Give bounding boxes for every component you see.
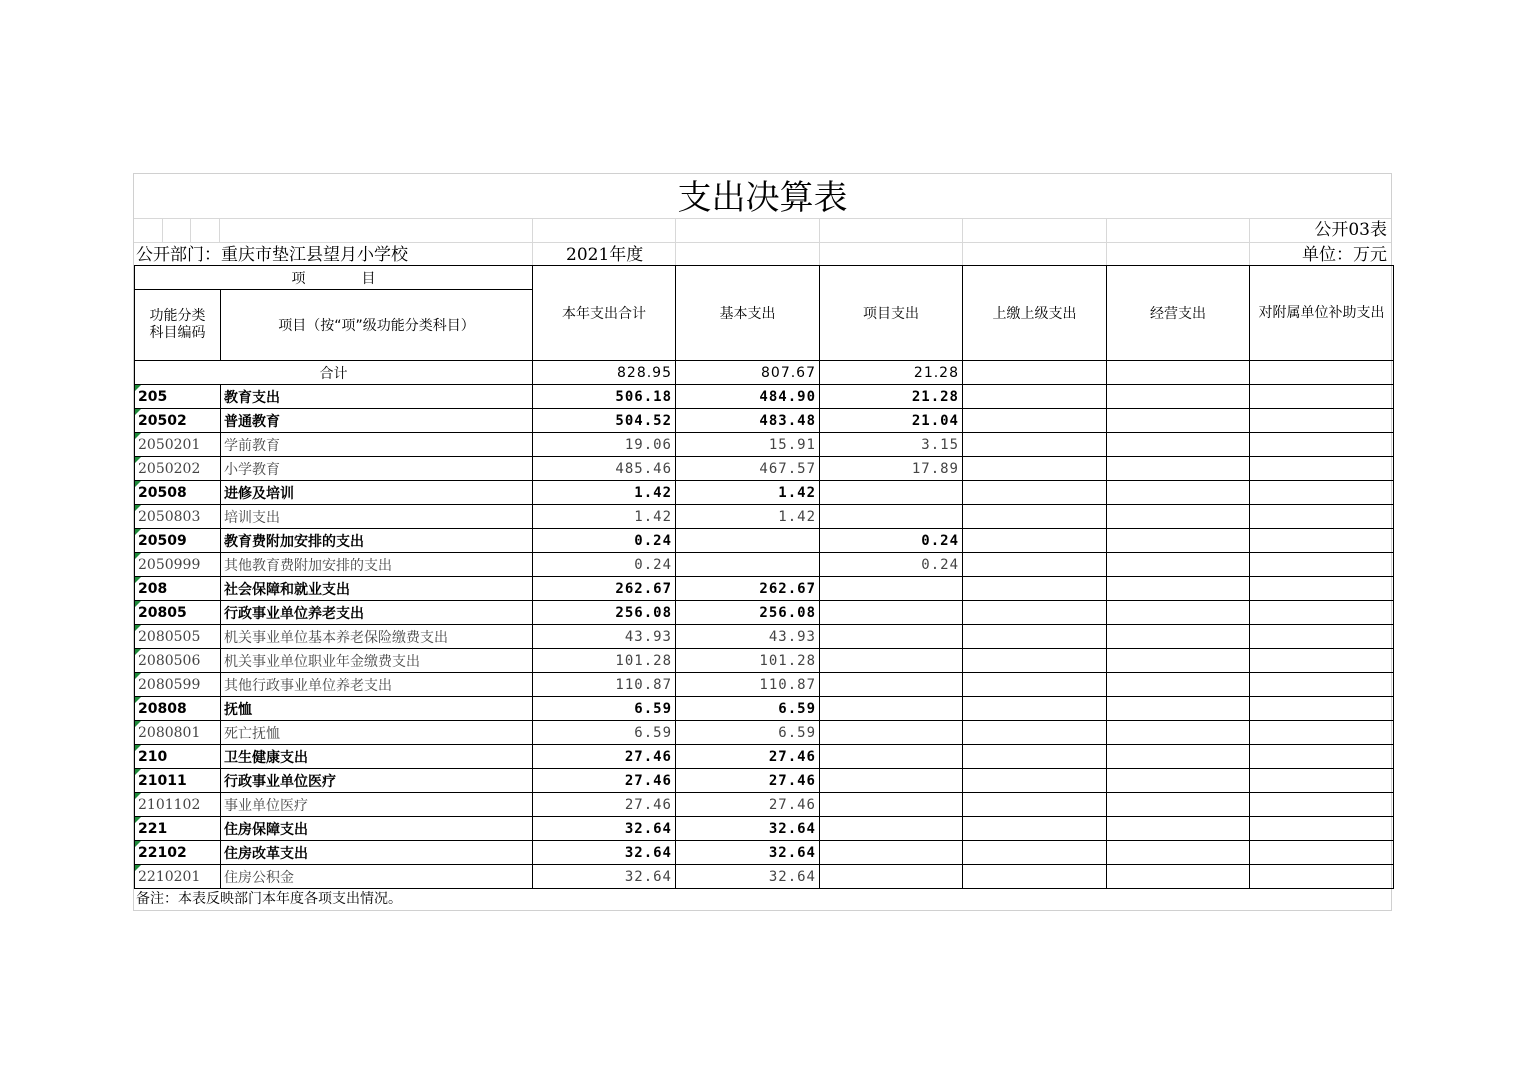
row-name: 其他教育费附加安排的支出: [221, 553, 533, 577]
form-number: 公开03表: [1314, 220, 1387, 240]
footnote: 备注：本表反映部门本年度各项支出情况。: [136, 891, 402, 907]
row-basic: 6.59: [676, 721, 820, 745]
total-business: [1107, 361, 1250, 385]
row-total: 1.42: [533, 505, 676, 529]
table-row: [135, 673, 1394, 697]
header-name: 项目（按“项”级功能分类科目）: [221, 290, 533, 361]
total-subsidiary: [1250, 361, 1394, 385]
row-basic: 110.87: [676, 673, 820, 697]
row-subsidiary: [1250, 577, 1394, 601]
header-business: 经营支出: [1107, 266, 1250, 361]
row-subsidiary: [1250, 745, 1394, 769]
row-total: 485.46: [533, 457, 676, 481]
row-code: 2080506: [135, 649, 221, 673]
row-project: [820, 673, 963, 697]
row-code: 2050999: [135, 553, 221, 577]
row-total: 6.59: [533, 721, 676, 745]
row-name: 抚恤: [221, 697, 533, 721]
table-row: [135, 697, 1394, 721]
expenditure-table: [134, 265, 1394, 889]
row-business: [1107, 625, 1250, 649]
row-code: 2080801: [135, 721, 221, 745]
row-name: 普通教育: [221, 409, 533, 433]
row-code: 2101102: [135, 793, 221, 817]
row-project: 0.24: [820, 553, 963, 577]
total-basic: 807.67: [676, 361, 820, 385]
row-upper: [963, 817, 1107, 841]
row-project: [820, 697, 963, 721]
row-basic: 262.67: [676, 577, 820, 601]
row-upper: [963, 841, 1107, 865]
row-total: 27.46: [533, 769, 676, 793]
row-business: [1107, 721, 1250, 745]
row-total: 0.24: [533, 529, 676, 553]
gridline: [675, 218, 676, 266]
row-business: [1107, 817, 1250, 841]
row-upper: [963, 697, 1107, 721]
row-upper: [963, 625, 1107, 649]
row-business: [1107, 481, 1250, 505]
row-name: 学前教育: [221, 433, 533, 457]
row-project: [820, 601, 963, 625]
row-basic: 27.46: [676, 769, 820, 793]
row-project: [820, 769, 963, 793]
row-total: 27.46: [533, 793, 676, 817]
row-basic: 467.57: [676, 457, 820, 481]
table-row: [135, 625, 1394, 649]
row-basic: 484.90: [676, 385, 820, 409]
row-project: [820, 793, 963, 817]
gridline: [1106, 218, 1107, 266]
row-business: [1107, 697, 1250, 721]
row-subsidiary: [1250, 481, 1394, 505]
row-business: [1107, 457, 1250, 481]
row-upper: [963, 457, 1107, 481]
header-project-group: 项 目: [135, 266, 533, 290]
row-subsidiary: [1250, 505, 1394, 529]
gridline: [819, 218, 820, 266]
row-project: 3.15: [820, 433, 963, 457]
row-upper: [963, 529, 1107, 553]
table-row: [135, 529, 1394, 553]
row-upper: [963, 385, 1107, 409]
table-row: [135, 721, 1394, 745]
row-total: 101.28: [533, 649, 676, 673]
table-row: [135, 841, 1394, 865]
gridline: [532, 218, 533, 266]
row-subsidiary: [1250, 769, 1394, 793]
row-subsidiary: [1250, 601, 1394, 625]
row-code: 2050803: [135, 505, 221, 529]
row-basic: [676, 553, 820, 577]
row-upper: [963, 505, 1107, 529]
row-upper: [963, 793, 1107, 817]
row-subsidiary: [1250, 649, 1394, 673]
row-name: 行政事业单位养老支出: [221, 601, 533, 625]
row-business: [1107, 865, 1250, 889]
row-code: 2080505: [135, 625, 221, 649]
header-subsidiary: 对附属单位补助支出: [1250, 266, 1394, 361]
table-row: [135, 865, 1394, 889]
row-name: 行政事业单位医疗: [221, 769, 533, 793]
row-basic: 27.46: [676, 793, 820, 817]
row-code: 210: [135, 745, 221, 769]
row-subsidiary: [1250, 529, 1394, 553]
row-business: [1107, 505, 1250, 529]
header-total: 本年支出合计: [533, 266, 676, 361]
row-basic: 1.42: [676, 505, 820, 529]
row-upper: [963, 769, 1107, 793]
row-project: [820, 721, 963, 745]
row-project: 21.04: [820, 409, 963, 433]
row-upper: [963, 745, 1107, 769]
row-total: 110.87: [533, 673, 676, 697]
fiscal-year: 2021年度: [566, 245, 644, 265]
total-project: 21.28: [820, 361, 963, 385]
table-row: [135, 793, 1394, 817]
row-upper: [963, 433, 1107, 457]
row-code: 221: [135, 817, 221, 841]
row-total: 32.64: [533, 841, 676, 865]
row-total: 262.67: [533, 577, 676, 601]
row-code: 20805: [135, 601, 221, 625]
row-name: 进修及培训: [221, 481, 533, 505]
row-upper: [963, 553, 1107, 577]
row-total: 32.64: [533, 865, 676, 889]
table-row: [135, 601, 1394, 625]
row-total: 19.06: [533, 433, 676, 457]
row-total: 27.46: [533, 745, 676, 769]
row-project: [820, 817, 963, 841]
row-upper: [963, 601, 1107, 625]
table-row: [135, 457, 1394, 481]
row-subsidiary: [1250, 553, 1394, 577]
row-subsidiary: [1250, 817, 1394, 841]
sheet-title: 支出决算表: [677, 178, 848, 218]
unit-label: 单位：万元: [1302, 245, 1387, 265]
row-upper: [963, 649, 1107, 673]
row-project: 21.28: [820, 385, 963, 409]
gridline: [962, 218, 963, 266]
row-basic: 32.64: [676, 841, 820, 865]
row-code: 2080599: [135, 673, 221, 697]
header-basic: 基本支出: [676, 266, 820, 361]
row-business: [1107, 553, 1250, 577]
row-code: 20508: [135, 481, 221, 505]
row-code: 2210201: [135, 865, 221, 889]
row-business: [1107, 601, 1250, 625]
row-name: 机关事业单位基本养老保险缴费支出: [221, 625, 533, 649]
table-row: [135, 553, 1394, 577]
row-basic: 27.46: [676, 745, 820, 769]
table-row: [135, 481, 1394, 505]
row-upper: [963, 481, 1107, 505]
row-subsidiary: [1250, 673, 1394, 697]
row-upper: [963, 865, 1107, 889]
header-code: 功能分类科目编码: [135, 290, 221, 361]
total-row: [135, 361, 1394, 385]
row-code: 2050202: [135, 457, 221, 481]
row-business: [1107, 841, 1250, 865]
row-subsidiary: [1250, 625, 1394, 649]
row-project: [820, 505, 963, 529]
row-basic: 43.93: [676, 625, 820, 649]
row-code: 20502: [135, 409, 221, 433]
row-upper: [963, 673, 1107, 697]
row-business: [1107, 529, 1250, 553]
row-code: 205: [135, 385, 221, 409]
row-subsidiary: [1250, 457, 1394, 481]
table-row: [135, 433, 1394, 457]
row-project: [820, 625, 963, 649]
header-upper: 上缴上级支出: [963, 266, 1107, 361]
row-subsidiary: [1250, 385, 1394, 409]
row-basic: 32.64: [676, 817, 820, 841]
row-subsidiary: [1250, 721, 1394, 745]
row-business: [1107, 793, 1250, 817]
table-row: [135, 769, 1394, 793]
row-basic: 256.08: [676, 601, 820, 625]
row-total: 506.18: [533, 385, 676, 409]
row-name: 其他行政事业单位养老支出: [221, 673, 533, 697]
row-business: [1107, 649, 1250, 673]
row-subsidiary: [1250, 865, 1394, 889]
row-subsidiary: [1250, 433, 1394, 457]
table-row: [135, 409, 1394, 433]
row-subsidiary: [1250, 697, 1394, 721]
row-name: 死亡抚恤: [221, 721, 533, 745]
row-code: 21011: [135, 769, 221, 793]
row-code: 2050201: [135, 433, 221, 457]
total-label: 合计: [135, 361, 533, 385]
row-code: 208: [135, 577, 221, 601]
expenditure-sheet: [133, 173, 1392, 911]
row-project: [820, 865, 963, 889]
gridline: [190, 218, 191, 242]
row-code: 22102: [135, 841, 221, 865]
total-amount: 828.95: [533, 361, 676, 385]
row-basic: 101.28: [676, 649, 820, 673]
row-project: [820, 577, 963, 601]
row-project: 17.89: [820, 457, 963, 481]
row-basic: 483.48: [676, 409, 820, 433]
row-upper: [963, 721, 1107, 745]
row-subsidiary: [1250, 841, 1394, 865]
row-code: 20808: [135, 697, 221, 721]
row-business: [1107, 409, 1250, 433]
table-row: [135, 817, 1394, 841]
gridline: [219, 218, 220, 242]
row-name: 机关事业单位职业年金缴费支出: [221, 649, 533, 673]
row-total: 32.64: [533, 817, 676, 841]
total-upper: [963, 361, 1107, 385]
row-project: [820, 841, 963, 865]
row-upper: [963, 577, 1107, 601]
row-total: 43.93: [533, 625, 676, 649]
row-business: [1107, 745, 1250, 769]
row-project: [820, 481, 963, 505]
row-name: 教育费附加安排的支出: [221, 529, 533, 553]
table-row: [135, 649, 1394, 673]
row-total: 256.08: [533, 601, 676, 625]
row-basic: [676, 529, 820, 553]
row-upper: [963, 409, 1107, 433]
row-business: [1107, 673, 1250, 697]
row-business: [1107, 577, 1250, 601]
row-name: 社会保障和就业支出: [221, 577, 533, 601]
row-basic: 15.91: [676, 433, 820, 457]
row-project: [820, 649, 963, 673]
row-name: 小学教育: [221, 457, 533, 481]
row-subsidiary: [1250, 793, 1394, 817]
row-total: 0.24: [533, 553, 676, 577]
gridline: [1249, 218, 1250, 266]
row-total: 504.52: [533, 409, 676, 433]
row-basic: 6.59: [676, 697, 820, 721]
row-name: 卫生健康支出: [221, 745, 533, 769]
row-code: 20509: [135, 529, 221, 553]
row-name: 培训支出: [221, 505, 533, 529]
row-business: [1107, 433, 1250, 457]
row-name: 住房改革支出: [221, 841, 533, 865]
row-project: [820, 745, 963, 769]
row-name: 事业单位医疗: [221, 793, 533, 817]
row-business: [1107, 385, 1250, 409]
row-basic: 1.42: [676, 481, 820, 505]
row-total: 6.59: [533, 697, 676, 721]
row-subsidiary: [1250, 409, 1394, 433]
department-label: 公开部门：重庆市垫江县望月小学校: [136, 245, 408, 265]
table-row: [135, 385, 1394, 409]
row-business: [1107, 769, 1250, 793]
header-project: 项目支出: [820, 266, 963, 361]
table-row: [135, 577, 1394, 601]
row-name: 住房保障支出: [221, 817, 533, 841]
row-project: 0.24: [820, 529, 963, 553]
gridline: [162, 218, 163, 242]
row-name: 教育支出: [221, 385, 533, 409]
gridline: [134, 218, 1391, 219]
row-total: 1.42: [533, 481, 676, 505]
row-basic: 32.64: [676, 865, 820, 889]
table-row: [135, 505, 1394, 529]
table-row: [135, 745, 1394, 769]
row-name: 住房公积金: [221, 865, 533, 889]
